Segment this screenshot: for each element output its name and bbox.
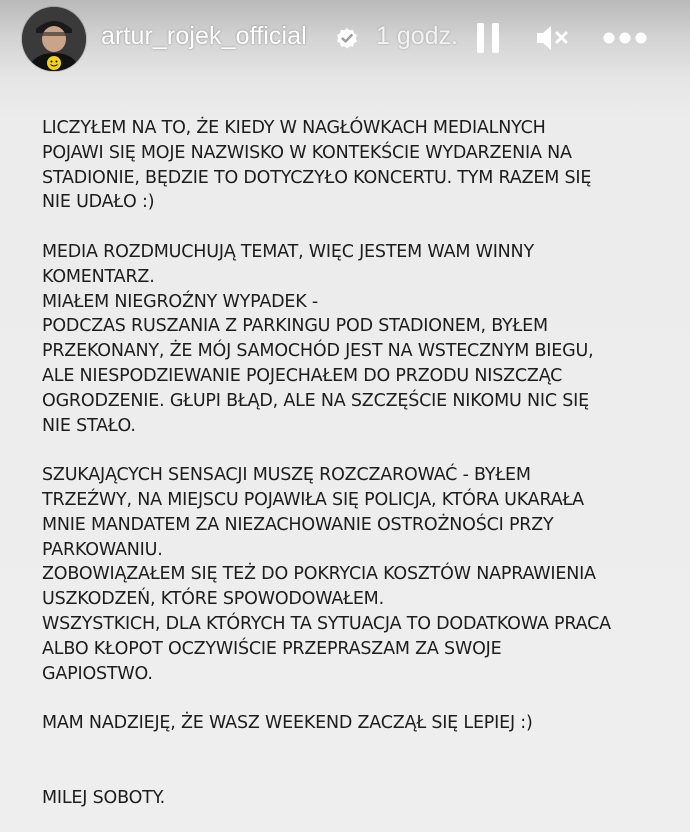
story-header — [0, 0, 690, 80]
avatar-photo-icon[interactable] — [22, 7, 86, 71]
username[interactable]: artur_rojek_official — [101, 22, 307, 50]
story-message-text: LICZYŁEM NA TO, ŻE KIEDY W NAGŁÓWKACH MEDIALNYCH POJAWI SIĘ MOJE NAZWISKO W KONTEKŚCIE WYDARZENIA NA STADIONIE, BĘDZIE TO DOTYCZYŁO KONCERTU. TYM RAZEM SIĘ NIE UDAŁO :) MEDIA ROZDMUCHUJĄ TEMAT, WIĘC JESTEM WAM WINNY KOMENTARZ. MIAŁEM NIEGROŹNY WYPADEK - PODCZAS RUSZANIA Z PARKINGU POD STADIONEM, BYŁEM PRZEKONANY, ŻE MÓJ SAMOCHÓD JEST NA WSTECZNYM BIEGU, ALE NIESPODZIEWANIE POJECHAŁEM DO PRZODU NISZCZĄC OGRODZENIE. GŁUPI BŁĄD, ALE NA SZCZĘŚCIE NIKOMU NIC SIĘ NIE STAŁO. SZUKAJĄCYCH SENSACJI MUSZĘ ROZCZAROWAĆ - BYŁEM TRZEŹWY, NA MIEJSCU POJAWIŁA SIĘ POLICJA, KTÓRA UKARAŁA MNIE MANDATEM ZA NIEZACHOWANIE OSTROŻNOŚCI PRZY PARKOWANIU. ZOBOWIĄZAŁEM SIĘ TEŻ DO POKRYCIA KOSZTÓW NAPRAWIENIA USZKODZEŃ, KTÓRE SPOWODOWAŁEM. WSZYSTKICH, DLA KTÓRYCH TA SYTUACJA TO DODATKOWA PRACA ALBO KŁOPOT OCZYWIŚCIE PRZEPRASZAM ZA SWOJE GAPIOSTWO. MAM NADZIEJĘ, ŻE WASZ WEEKEND ZACZĄŁ SIĘ LEPIEJ :) MILEJ SOBOTY. — [42, 118, 611, 808]
post-timestamp: 1 godz. — [376, 22, 459, 50]
mute-icon[interactable] — [534, 20, 570, 56]
more-options-icon[interactable] — [602, 20, 648, 56]
pause-icon[interactable] — [474, 20, 502, 56]
verified-badge-icon — [334, 25, 360, 51]
